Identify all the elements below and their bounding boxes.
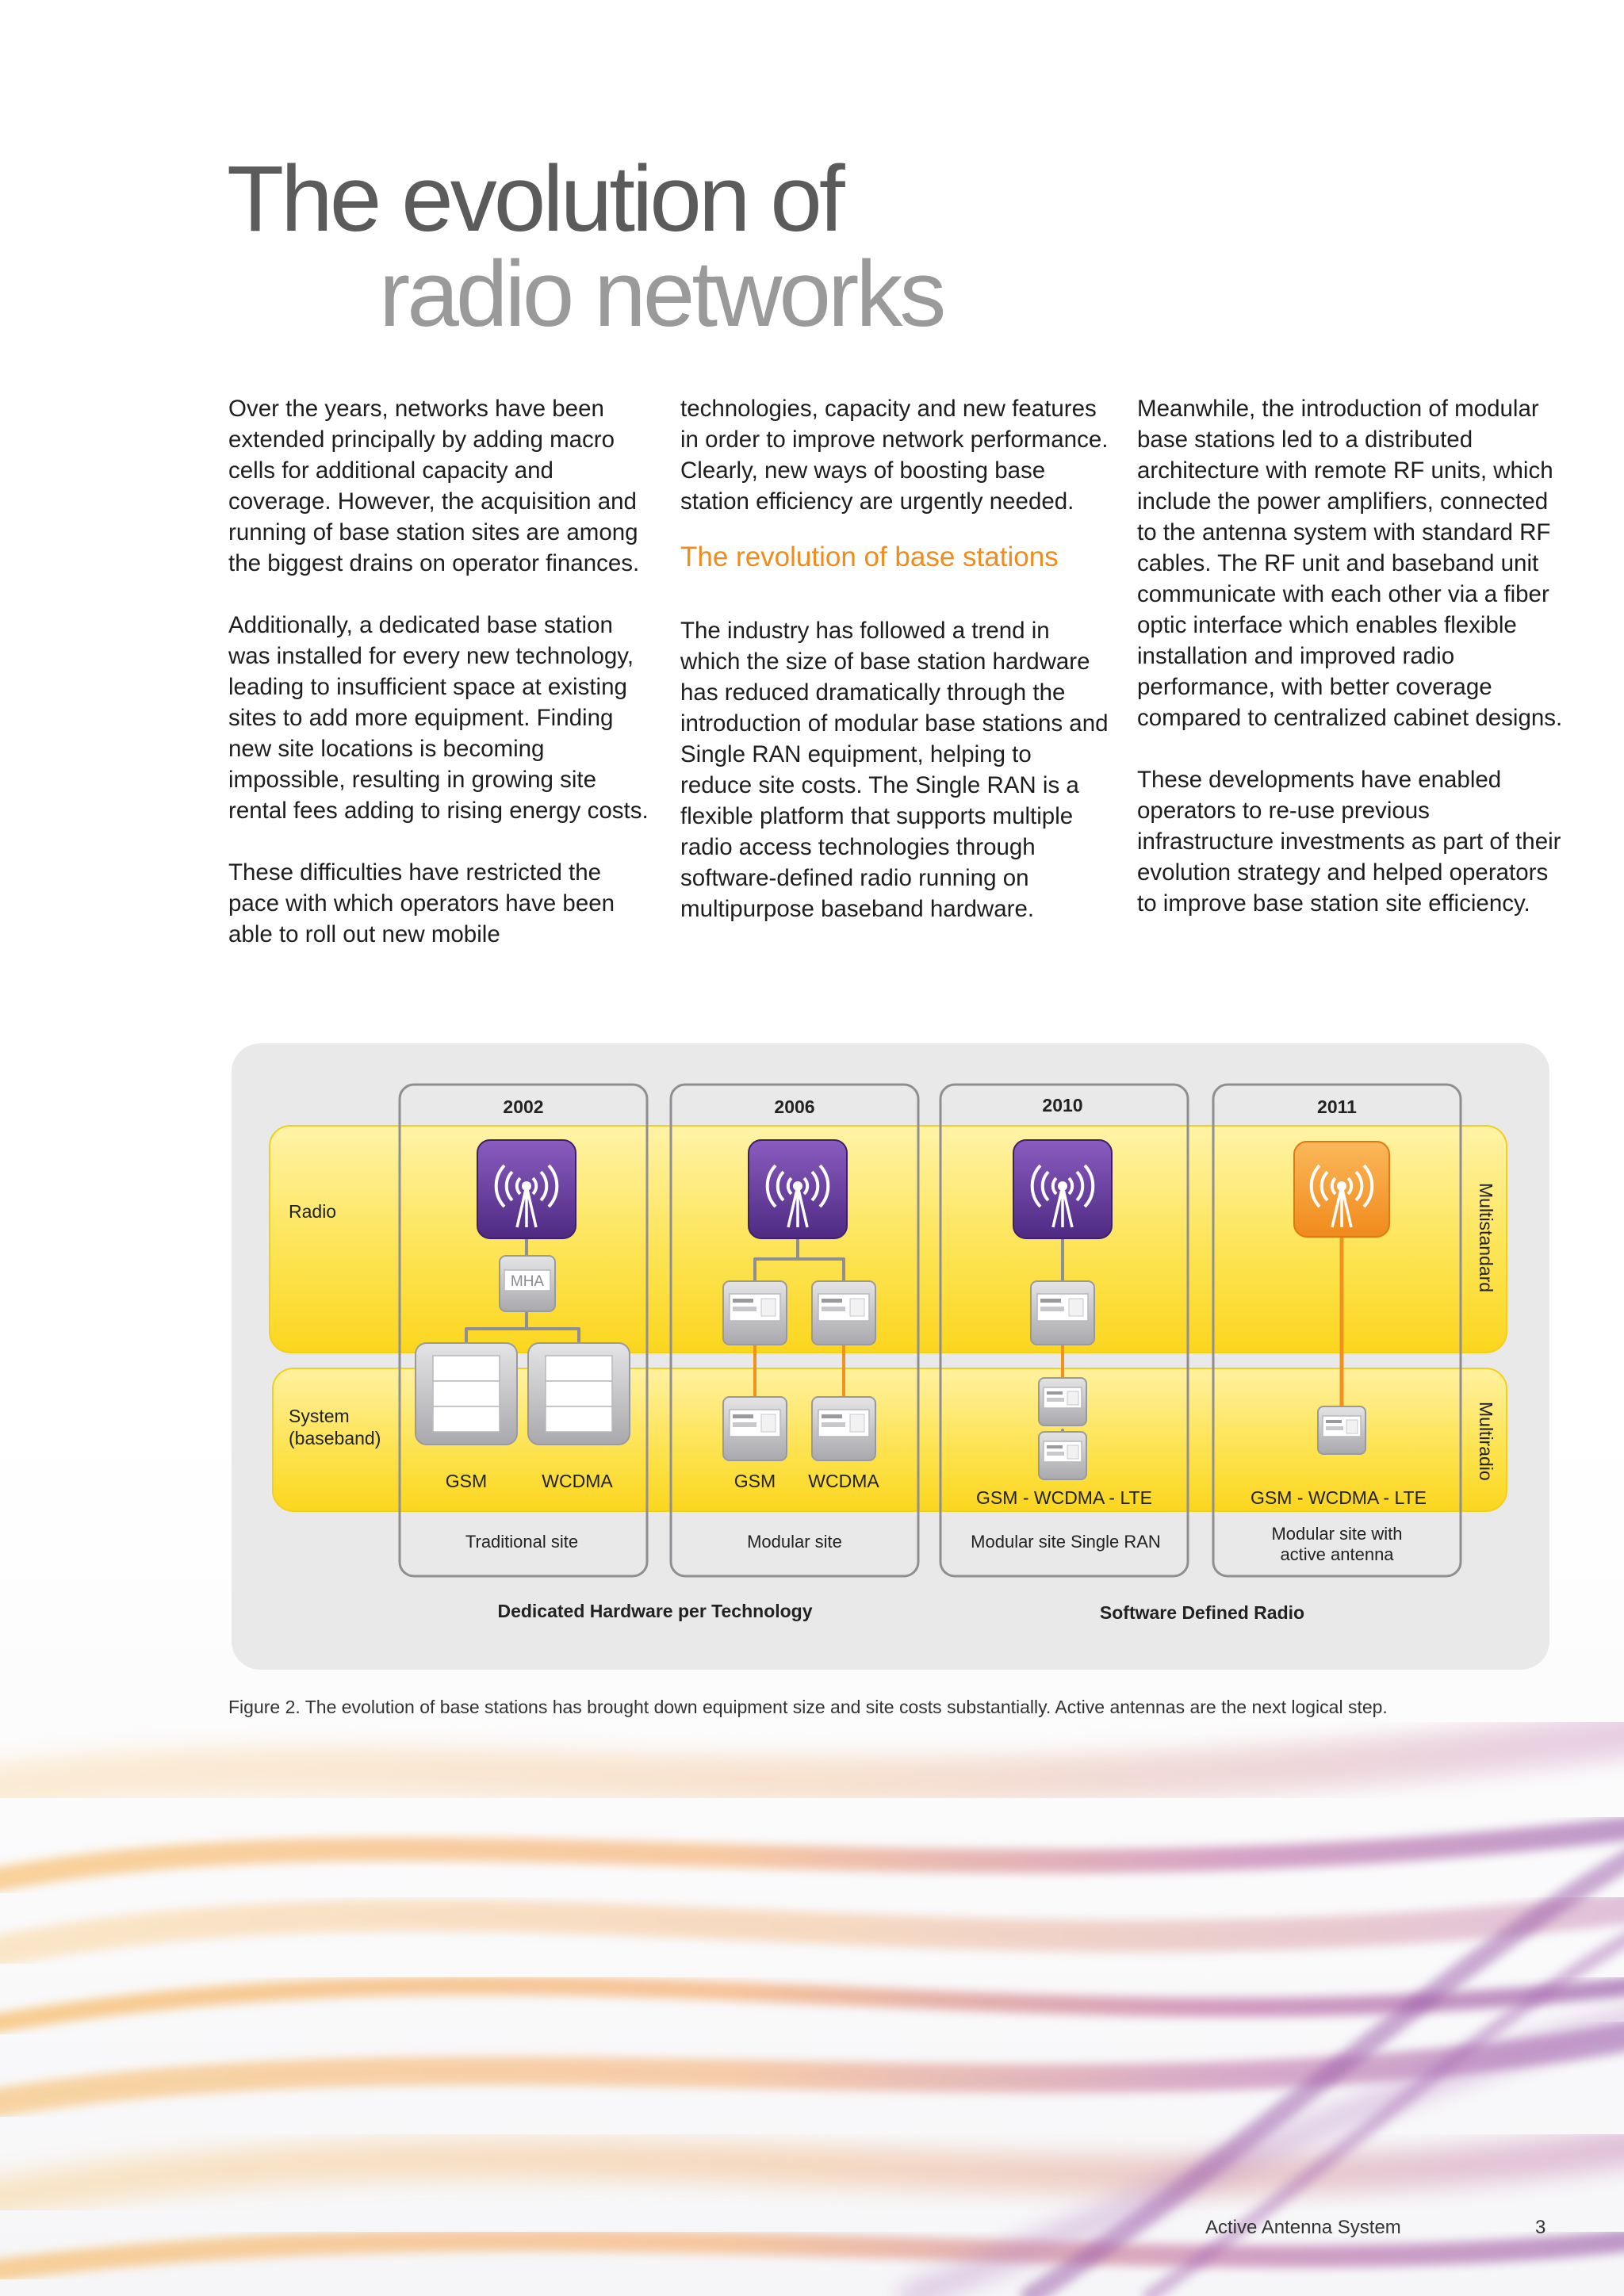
footer-document-title: Active Antenna System bbox=[1205, 2217, 1401, 2238]
paragraph: technologies, capacity and new features in order to improve network performance. Clearly, new ways of boosting base station efficiency are urgently needed. bbox=[680, 396, 1109, 515]
radio-unit bbox=[1031, 1281, 1094, 1345]
site-label: Modular site with bbox=[1271, 1524, 1403, 1544]
group-label-software-defined: Software Defined Radio bbox=[1099, 1602, 1305, 1623]
paragraph: These difficulties have restricted the pace with which operators have been able to roll out new mobile bbox=[228, 859, 615, 947]
technology-label: WCDMA bbox=[808, 1471, 879, 1491]
site-label: Traditional site bbox=[465, 1532, 579, 1552]
technology-label: GSM bbox=[733, 1471, 776, 1491]
paragraph: The industry has followed a trend in which the size of base station hardware has reduced dramatically through the introduction of modular base stations and Single RAN equipment, helping to reduce site costs. The Single RAN is a flexible platform that supports multiple radio access technologies through software-defined radio running on multipurpose baseband hardware. bbox=[680, 618, 1109, 922]
multistandard-label: Multistandard bbox=[1476, 1183, 1496, 1293]
technology-label: GSM - WCDMA - LTE bbox=[976, 1487, 1152, 1508]
mha-unit bbox=[500, 1256, 555, 1311]
text-column-2 bbox=[680, 393, 1109, 924]
technology-label: WCDMA bbox=[542, 1471, 613, 1491]
paragraph: Meanwhile, the introduction of modular base stations led to a distributed architecture with remote RF units, which include the power amplifiers, connected to the antenna system with standard RF cables. The RF unit and baseband unit communicate with each other via a fiber optic interface which enables flexible installation and improved radio performance, with better coverage compared to centralized cabinet designs. bbox=[1137, 396, 1563, 731]
radio-unit bbox=[812, 1281, 875, 1345]
baseband-unit bbox=[1039, 1378, 1086, 1425]
antenna-icon bbox=[477, 1140, 576, 1238]
page-title-line1: The evolution of bbox=[227, 147, 842, 251]
paragraph: Over the years, networks have been extended principally by adding macro cells for additional capacity and coverage. However, the acquisition and running of base station sites are among the biggest drains on operator finances. bbox=[228, 396, 640, 576]
paragraph: These developments have enabled operators to re-use previous infrastructure investments as part of their evolution strategy and helped operators to improve base station site efficiency. bbox=[1137, 767, 1561, 916]
year-label: 2011 bbox=[1317, 1096, 1357, 1117]
site-label: active antenna bbox=[1280, 1544, 1394, 1564]
antenna-icon bbox=[749, 1140, 847, 1238]
multiradio-label: Multiradio bbox=[1476, 1402, 1496, 1481]
page-title-line2: radio networks bbox=[379, 242, 944, 346]
year-label: 2010 bbox=[1042, 1095, 1083, 1115]
base-station-evolution-diagram bbox=[232, 1043, 1549, 1670]
baseband-unit bbox=[1039, 1432, 1086, 1479]
baseband-cabinet bbox=[528, 1343, 630, 1445]
baseband-unit bbox=[812, 1397, 875, 1460]
group-label-dedicated: Dedicated Hardware per Technology bbox=[497, 1601, 813, 1621]
site-label: Modular site Single RAN bbox=[971, 1532, 1161, 1552]
mha-label: MHA bbox=[510, 1273, 545, 1290]
system-band-label-line2: (baseband) bbox=[289, 1428, 381, 1448]
baseband-unit bbox=[1318, 1406, 1365, 1454]
text-column-3 bbox=[1137, 393, 1565, 919]
year-label: 2006 bbox=[774, 1096, 815, 1117]
baseband-cabinet bbox=[416, 1343, 517, 1445]
technology-label: GSM - WCDMA - LTE bbox=[1251, 1487, 1427, 1508]
system-band-label-line1: System bbox=[289, 1406, 350, 1426]
technology-label: GSM bbox=[445, 1471, 488, 1491]
year-label: 2002 bbox=[503, 1096, 544, 1117]
figure-caption: Figure 2. The evolution of base stations has brought down equipment size and site costs substantially. Active antennas are the next logical step. bbox=[228, 1697, 1388, 1717]
section-heading: The revolution of base stations bbox=[680, 541, 1059, 572]
radio-band-label: Radio bbox=[289, 1201, 337, 1222]
text-column-1 bbox=[228, 393, 657, 950]
site-label: Modular site bbox=[747, 1532, 842, 1552]
page-number: 3 bbox=[1535, 2217, 1546, 2238]
antenna-icon bbox=[1013, 1140, 1112, 1238]
radio-unit bbox=[723, 1281, 787, 1345]
paragraph: Additionally, a dedicated base station was installed for every new technology, leading to insufficient space at existing sites to add more equipment. Finding new site locations is becoming impossible, resulting in growing site rental fees adding to rising energy costs. bbox=[228, 612, 649, 824]
baseband-unit bbox=[723, 1397, 787, 1460]
active-antenna-icon bbox=[1294, 1142, 1389, 1237]
